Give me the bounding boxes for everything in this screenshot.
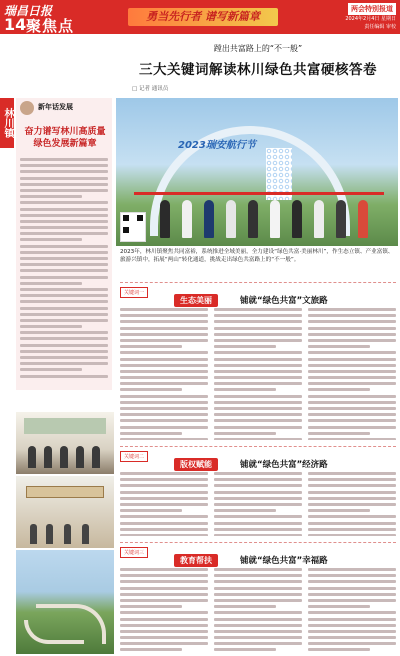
text-line xyxy=(308,426,396,429)
text-line xyxy=(20,220,108,223)
text-line xyxy=(120,370,208,373)
text-line xyxy=(20,294,108,297)
photo-person xyxy=(46,524,53,544)
text-line xyxy=(308,333,396,336)
text-line xyxy=(214,580,302,583)
text-line xyxy=(120,484,208,487)
text-line xyxy=(120,642,208,645)
text-line xyxy=(308,345,370,348)
text-column xyxy=(120,568,208,654)
photo-person xyxy=(358,200,368,238)
text-line xyxy=(214,611,302,614)
issue-date: 2024年2月4日 星期日 xyxy=(345,16,396,22)
section-2-body xyxy=(120,472,396,536)
text-line xyxy=(120,419,208,422)
text-line xyxy=(20,170,108,173)
text-line xyxy=(308,407,396,410)
text-line xyxy=(20,350,108,353)
text-line xyxy=(214,599,302,602)
section-1-body xyxy=(120,308,396,440)
text-line xyxy=(120,611,208,614)
text-line xyxy=(308,515,396,518)
photo-person xyxy=(270,200,280,238)
text-line xyxy=(214,327,302,330)
text-line xyxy=(20,368,82,371)
text-line xyxy=(308,509,370,512)
text-line xyxy=(120,478,208,481)
text-line xyxy=(20,300,108,303)
section-subtitle: 铺就“绿色共富”文旅路 xyxy=(240,296,328,306)
text-line xyxy=(214,605,276,608)
text-line xyxy=(20,177,108,180)
text-line xyxy=(120,636,208,639)
page-number: 14 xyxy=(4,15,27,34)
photo-meeting-screen xyxy=(24,418,106,434)
text-line xyxy=(120,358,208,361)
newspaper-logo: 瑞昌日报 xyxy=(4,4,53,18)
text-line xyxy=(214,339,302,342)
text-line xyxy=(120,314,208,317)
text-line xyxy=(120,528,208,531)
photo-person xyxy=(292,200,302,238)
text-line xyxy=(120,574,208,577)
text-line xyxy=(308,395,396,398)
text-line xyxy=(214,395,302,398)
text-line xyxy=(214,522,302,525)
section-keyword-tag: 关键词一 xyxy=(120,287,148,298)
text-line xyxy=(120,648,182,651)
text-line xyxy=(308,642,396,645)
photo-mountain-road xyxy=(16,550,114,654)
text-line xyxy=(214,358,302,361)
qr-code-icon xyxy=(120,212,146,242)
text-line xyxy=(214,401,302,404)
text-line xyxy=(20,245,108,248)
text-line xyxy=(308,308,396,311)
photo-person xyxy=(336,200,346,238)
article-byline: □ 记者 通讯员 xyxy=(132,86,169,92)
text-line xyxy=(20,201,108,204)
text-line xyxy=(120,438,208,440)
text-line xyxy=(308,382,396,385)
photo-person xyxy=(182,200,192,238)
text-line xyxy=(120,522,208,525)
text-line xyxy=(214,642,302,645)
text-line xyxy=(20,238,82,241)
text-line xyxy=(308,599,396,602)
text-line xyxy=(214,497,302,500)
text-column xyxy=(308,472,396,536)
text-line xyxy=(120,407,208,410)
text-line xyxy=(214,636,302,639)
text-line xyxy=(214,568,302,571)
text-line xyxy=(120,401,208,404)
text-line xyxy=(308,503,396,506)
photo-person xyxy=(64,524,71,544)
text-line xyxy=(120,432,182,435)
slogan-banner: 勇当先行者 谱写新篇章 xyxy=(128,8,278,26)
text-line xyxy=(20,331,108,334)
text-line xyxy=(20,251,108,254)
text-line xyxy=(308,413,396,416)
text-line xyxy=(120,308,208,311)
text-column xyxy=(308,308,396,440)
text-line xyxy=(20,226,108,229)
text-line xyxy=(214,308,302,311)
text-line xyxy=(214,515,302,518)
photo-person xyxy=(204,200,214,238)
text-line xyxy=(20,282,82,285)
photo-person xyxy=(92,446,100,468)
text-line xyxy=(120,345,182,348)
text-line xyxy=(214,478,302,481)
photo-person xyxy=(30,524,37,544)
text-line xyxy=(20,307,108,310)
text-line xyxy=(308,388,370,391)
text-line xyxy=(308,491,396,494)
text-line xyxy=(308,432,370,435)
text-line xyxy=(214,382,302,385)
photo-caption: 2023年，林川镇聚焦共同富裕，系统推进全域美丽，全力建设“绿色共富·美丽林川”，作生态立镇、产业富镇、旅游兴镇中，拓展“两山”转化通道，挑战走出绿色共富路上的“不一般”。 xyxy=(120,249,394,263)
main-photo xyxy=(116,98,398,246)
text-line xyxy=(120,472,208,475)
text-line xyxy=(214,426,302,429)
text-line xyxy=(120,491,208,494)
text-line xyxy=(214,587,302,590)
text-line xyxy=(120,618,208,621)
editor-credit: 责任编辑 审校 xyxy=(364,24,396,30)
text-line xyxy=(214,630,302,633)
text-line xyxy=(120,568,208,571)
text-line xyxy=(308,376,396,379)
photo-person xyxy=(314,200,324,238)
section-keyword-tag: 关键词三 xyxy=(120,547,148,558)
text-line xyxy=(120,605,182,608)
text-line xyxy=(120,624,208,627)
text-line xyxy=(308,624,396,627)
photo-person xyxy=(44,446,52,468)
sidebar-headline-line1: 奋力谱写林川高质量 xyxy=(24,127,106,137)
text-line xyxy=(214,528,302,531)
text-line xyxy=(214,314,302,317)
text-line xyxy=(20,325,82,328)
text-line xyxy=(308,648,370,651)
text-line xyxy=(214,376,302,379)
section-name: 生态美丽 xyxy=(174,294,218,307)
text-line xyxy=(214,624,302,627)
text-line xyxy=(308,327,396,330)
section-3-body xyxy=(120,568,396,654)
text-column xyxy=(214,472,302,536)
photo-workshop-sign xyxy=(26,486,104,498)
photo-person xyxy=(82,524,89,544)
text-line xyxy=(308,438,396,440)
text-line xyxy=(120,580,208,583)
text-line xyxy=(308,574,396,577)
text-line xyxy=(20,263,108,266)
text-line xyxy=(214,407,302,410)
text-column xyxy=(214,308,302,440)
text-line xyxy=(120,630,208,633)
text-line xyxy=(308,611,396,614)
photo-meeting xyxy=(16,412,114,474)
text-line xyxy=(120,509,182,512)
text-line xyxy=(308,605,370,608)
section-name: 教育帮扶 xyxy=(174,554,218,567)
text-line xyxy=(308,358,396,361)
text-line xyxy=(120,339,208,342)
text-line xyxy=(308,351,396,354)
sidebar-column xyxy=(16,98,112,390)
section-subtitle: 铺就“绿色共富”经济路 xyxy=(240,460,328,470)
text-line xyxy=(120,599,208,602)
text-column xyxy=(308,568,396,654)
section-header-2 xyxy=(120,446,396,470)
text-line xyxy=(214,438,302,440)
text-line xyxy=(214,364,302,367)
masthead xyxy=(0,0,400,34)
text-line xyxy=(214,593,302,596)
text-line xyxy=(308,497,396,500)
text-line xyxy=(214,472,302,475)
photo-event-title: 2023瑞安航行节 xyxy=(178,140,256,151)
sidebar-body-text xyxy=(20,158,108,386)
text-line xyxy=(214,509,276,512)
sidebar-headline xyxy=(20,126,110,150)
text-line xyxy=(20,313,108,316)
text-line xyxy=(308,370,396,373)
section-title: 聚焦点 xyxy=(26,17,75,35)
text-line xyxy=(214,484,302,487)
text-line xyxy=(20,195,82,198)
text-line xyxy=(120,376,208,379)
text-line xyxy=(308,314,396,317)
text-line xyxy=(214,388,276,391)
text-line xyxy=(120,351,208,354)
text-line xyxy=(20,257,108,260)
text-line xyxy=(120,388,182,391)
text-line xyxy=(308,534,396,536)
text-line xyxy=(214,618,302,621)
section-header-1 xyxy=(120,282,396,306)
article-title: 三大关键词解读林川绿色共富硬核答卷 xyxy=(139,62,377,78)
section-header-3 xyxy=(120,542,396,566)
sidebar-headline-line2: 绿色发展新篇章 xyxy=(33,139,97,149)
photo-workshop xyxy=(16,476,114,548)
text-line xyxy=(20,214,108,217)
photo-person xyxy=(76,446,84,468)
text-column xyxy=(214,568,302,654)
text-line xyxy=(20,164,108,167)
article-pretitle: 蹚出共富路上的“不一般” xyxy=(213,44,303,53)
text-line xyxy=(308,419,396,422)
text-line xyxy=(120,503,208,506)
text-line xyxy=(308,587,396,590)
text-line xyxy=(20,319,108,322)
text-line xyxy=(20,232,108,235)
text-line xyxy=(20,183,108,186)
text-line xyxy=(120,382,208,385)
section-name: 版权赋能 xyxy=(174,458,218,471)
text-line xyxy=(20,208,108,211)
photo-person xyxy=(60,446,68,468)
text-line xyxy=(308,401,396,404)
text-line xyxy=(20,189,108,192)
text-line xyxy=(120,364,208,367)
text-column xyxy=(120,472,208,536)
text-line xyxy=(120,587,208,590)
text-line xyxy=(214,503,302,506)
text-line xyxy=(308,484,396,487)
text-line xyxy=(120,395,208,398)
text-line xyxy=(214,534,302,536)
text-line xyxy=(308,636,396,639)
section-keyword-tag: 关键词二 xyxy=(120,451,148,462)
special-report-tag: 两会特别报道 xyxy=(348,3,396,15)
text-line xyxy=(120,413,208,416)
text-line xyxy=(308,472,396,475)
text-line xyxy=(308,522,396,525)
text-line xyxy=(120,593,208,596)
text-line xyxy=(214,432,276,435)
photo-ribbon xyxy=(134,192,384,195)
photo-person xyxy=(226,200,236,238)
photo-person xyxy=(160,200,170,238)
text-line xyxy=(20,158,108,161)
text-line xyxy=(308,618,396,621)
text-line xyxy=(20,344,108,347)
text-line xyxy=(20,276,108,279)
text-line xyxy=(308,364,396,367)
text-line xyxy=(214,413,302,416)
town-label: 林川镇 xyxy=(0,98,14,148)
text-line xyxy=(308,593,396,596)
photo-road xyxy=(24,620,84,644)
text-line xyxy=(120,515,208,518)
text-line xyxy=(20,356,108,359)
text-line xyxy=(214,370,302,373)
portrait-avatar-icon xyxy=(20,101,34,115)
text-line xyxy=(214,491,302,494)
text-line xyxy=(214,320,302,323)
text-line xyxy=(120,333,208,336)
text-line xyxy=(120,320,208,323)
text-line xyxy=(20,375,108,378)
text-line xyxy=(308,320,396,323)
text-line xyxy=(308,630,396,633)
text-line xyxy=(20,288,108,291)
text-line xyxy=(20,337,108,340)
left-strip xyxy=(0,36,14,656)
text-line xyxy=(308,568,396,571)
text-line xyxy=(214,419,302,422)
text-line xyxy=(120,497,208,500)
text-line xyxy=(308,528,396,531)
text-line xyxy=(308,580,396,583)
section-subtitle: 铺就“绿色共富”幸福路 xyxy=(240,556,328,566)
text-line xyxy=(20,269,108,272)
text-line xyxy=(214,345,276,348)
sidebar-kicker: 新年话发展 xyxy=(38,103,73,111)
text-line xyxy=(120,534,208,536)
text-column xyxy=(120,308,208,440)
text-line xyxy=(120,426,208,429)
text-line xyxy=(214,333,302,336)
text-line xyxy=(214,351,302,354)
text-line xyxy=(120,327,208,330)
text-line xyxy=(214,574,302,577)
text-line xyxy=(308,478,396,481)
text-line xyxy=(308,339,396,342)
photo-person xyxy=(28,446,36,468)
text-line xyxy=(214,648,276,651)
photo-person xyxy=(248,200,258,238)
text-line xyxy=(20,362,108,365)
